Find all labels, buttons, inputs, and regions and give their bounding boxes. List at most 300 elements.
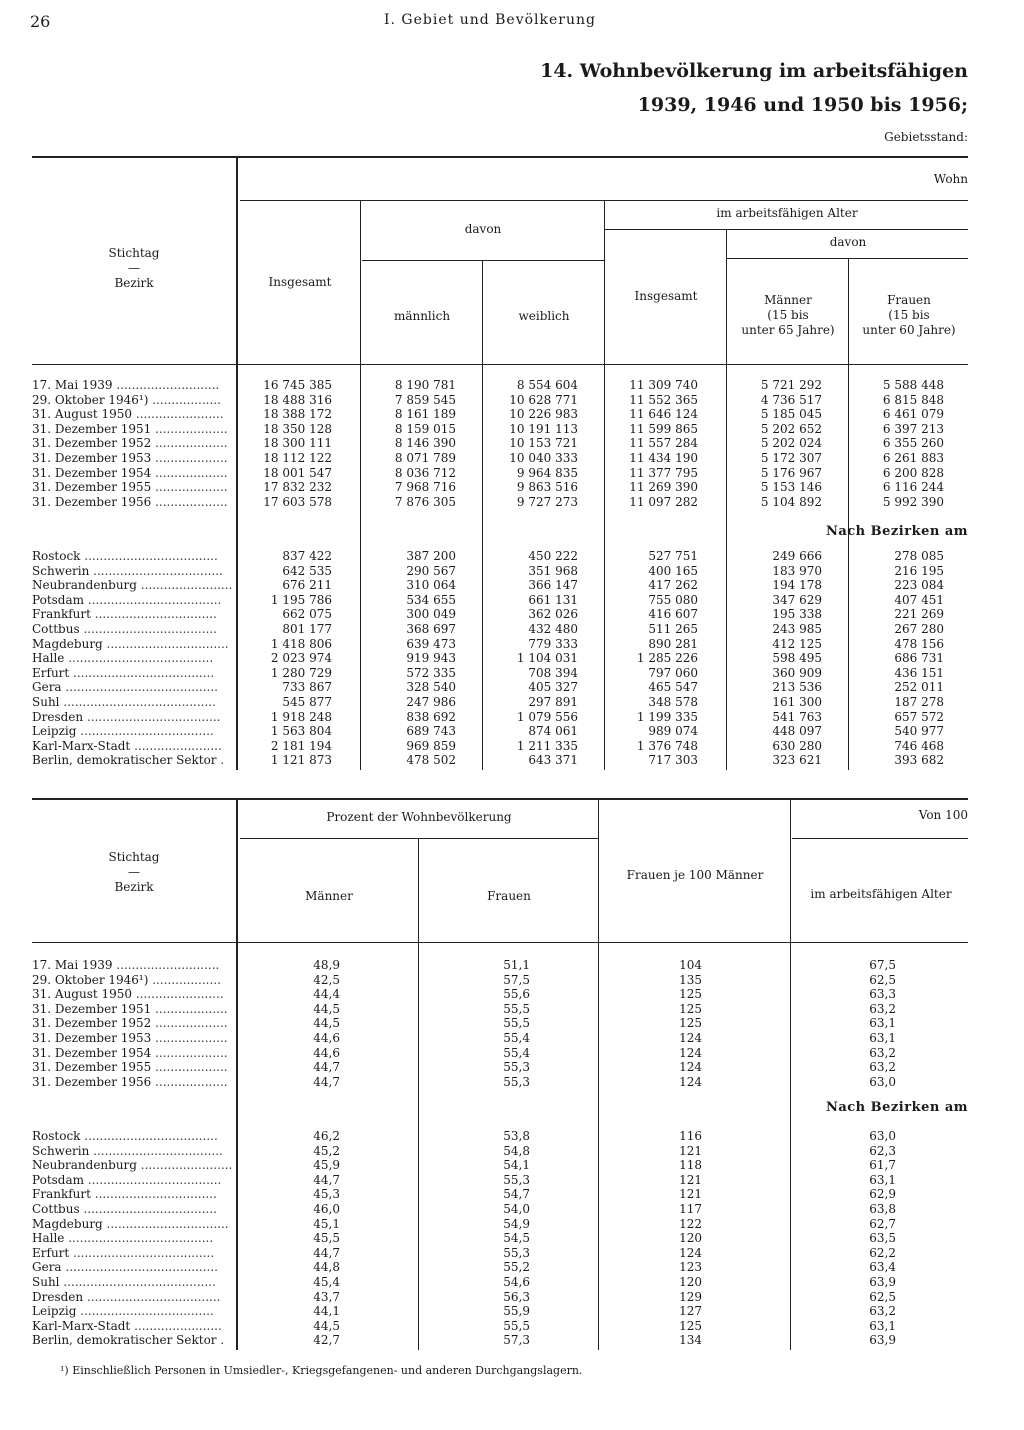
table-cell: 1 121 873 xyxy=(270,753,332,768)
table-cell: 511 265 xyxy=(648,622,698,636)
table-cell: 351 968 xyxy=(528,563,578,578)
table-cell: 6 261 883 xyxy=(882,451,944,465)
table-cell: 6 461 079 xyxy=(882,407,944,422)
table-cell: 48,9 xyxy=(313,958,340,972)
table-cell: 1 376 748 xyxy=(636,738,698,753)
table-cell: 18 388 172 xyxy=(263,407,332,422)
table1-top-rule xyxy=(32,156,968,158)
table-cell: 412 125 xyxy=(772,636,822,651)
row-label: Potsdam ................................... xyxy=(32,1172,222,1187)
row-label: Potsdam ................................... xyxy=(32,592,222,607)
table-cell: 534 655 xyxy=(406,592,456,607)
prozent-header: Prozent der Wohnbevölkerung xyxy=(326,810,512,824)
table1-col-divider xyxy=(604,200,605,770)
gebietsstand-label: Gebietsstand: xyxy=(884,130,968,144)
leader-dots: . xyxy=(216,753,225,768)
table1-col-divider xyxy=(726,229,727,770)
table-cell: 1 285 226 xyxy=(636,651,698,666)
table-cell: 44,8 xyxy=(313,1260,340,1275)
table-cell: 125 xyxy=(679,987,702,1002)
table-cell: 45,3 xyxy=(313,1187,340,1202)
table-cell: 54,9 xyxy=(503,1216,530,1231)
bezirk-header: Bezirk xyxy=(114,276,154,290)
table-cell: 129 xyxy=(679,1289,702,1304)
table-cell: 919 943 xyxy=(406,651,456,666)
leader-dots: ................... xyxy=(151,1060,228,1075)
leader-dots: ................... xyxy=(151,465,228,480)
leader-dots: .................................. xyxy=(89,1143,223,1158)
table-cell: 267 280 xyxy=(894,622,944,636)
leader-dots: ................................... xyxy=(83,1289,221,1304)
table-cell: 6 397 213 xyxy=(882,421,944,436)
table-cell: 643 371 xyxy=(528,753,578,768)
table-cell: 8 159 015 xyxy=(394,421,456,436)
table-cell: 63,2 xyxy=(869,1001,896,1016)
table-cell: 44,5 xyxy=(313,1016,340,1031)
table1-bezirk-labels xyxy=(32,549,232,768)
table-cell: 55,5 xyxy=(503,1001,530,1016)
table-cell: 55,6 xyxy=(503,987,530,1002)
leader-dots: ........................................ xyxy=(59,694,216,709)
table-cell: 55,4 xyxy=(503,1031,530,1045)
table-cell: 676 211 xyxy=(282,578,332,593)
row-label: Cottbus ................................... xyxy=(32,1201,217,1216)
table1-rule-alter xyxy=(604,229,968,230)
leader-dots: ................................ xyxy=(90,1187,217,1202)
row-label: Dresden ................................... xyxy=(32,709,221,724)
leader-dots: ................................ xyxy=(102,636,229,651)
table-cell: 44,7 xyxy=(313,1245,340,1260)
table-cell: 117 xyxy=(679,1202,702,1216)
leader-dots: ................................... xyxy=(79,621,217,636)
table-cell: 5 185 045 xyxy=(760,407,822,422)
row-label: Halle ...................................... xyxy=(32,1231,214,1246)
leader-dots: ....................... xyxy=(130,738,222,753)
table-cell: 45,9 xyxy=(313,1158,340,1173)
table1-rule-davon2 xyxy=(726,258,968,259)
table-cell: 16 745 385 xyxy=(263,378,332,392)
table-cell: 2 023 974 xyxy=(270,651,332,666)
leader-dots: ....................... xyxy=(132,987,224,1002)
table-cell: 6 200 828 xyxy=(882,465,944,480)
table-cell: 5 721 292 xyxy=(760,378,822,392)
table-cell: 51,1 xyxy=(503,958,530,972)
table-cell: 837 422 xyxy=(282,549,332,563)
table-cell: 17 832 232 xyxy=(263,480,332,495)
table-cell: 5 992 390 xyxy=(882,494,944,509)
table-cell: 1 918 248 xyxy=(270,709,332,724)
arbeitsfaehig-header-2: im arbeitsfähigen Alter xyxy=(810,887,952,901)
row-label: 31. Dezember 1953 ................... xyxy=(32,450,228,465)
leader-dots: ................... xyxy=(151,480,228,495)
arbeitsfaehig-header: im arbeitsfähigen Alter xyxy=(716,206,858,220)
table-cell: 57,3 xyxy=(503,1333,530,1348)
table-cell: 61,7 xyxy=(869,1158,896,1173)
table-cell: 124 xyxy=(679,1045,702,1060)
leader-dots: ................................ xyxy=(90,607,217,622)
table-cell: 223 084 xyxy=(894,578,944,593)
table-cell: 44,5 xyxy=(313,1001,340,1016)
maenner-header-2: Männer xyxy=(305,889,353,903)
row-label: Suhl ........................................ xyxy=(32,694,216,709)
table2-date-labels xyxy=(32,958,232,1089)
table-cell: 874 061 xyxy=(528,724,578,739)
table-cell: 44,6 xyxy=(313,1045,340,1060)
table-cell: 62,9 xyxy=(869,1187,896,1202)
table-cell: 213 536 xyxy=(772,680,822,695)
row-label: 29. Oktober 1946¹) .................. xyxy=(32,392,221,407)
table-cell: 54,1 xyxy=(503,1158,530,1173)
table-cell: 121 xyxy=(679,1187,702,1202)
table-cell: 125 xyxy=(679,1318,702,1333)
leader-dots: ........................................ xyxy=(59,1274,216,1289)
leader-dots: ................................... xyxy=(76,724,214,739)
section-label-bezirke: Nach Bezirken am xyxy=(825,524,968,539)
table-cell: 127 xyxy=(679,1304,702,1319)
maennlich-header: männlich xyxy=(393,309,451,323)
table-cell: 300 049 xyxy=(406,607,456,622)
table1-col-divider xyxy=(360,200,361,770)
table-cell: 44,7 xyxy=(313,1074,340,1089)
leader-dots: ....................... xyxy=(132,407,224,422)
table-cell: 125 xyxy=(679,1001,702,1016)
table-cell: 465 547 xyxy=(648,680,698,695)
insgesamt-header-2: Insgesamt xyxy=(634,289,698,303)
table-cell: 572 335 xyxy=(406,665,456,680)
table-cell: 124 xyxy=(679,1031,702,1045)
leader-dots: ................................... xyxy=(79,1201,217,1216)
table-cell: 63,5 xyxy=(869,1231,896,1246)
table-cell: 120 xyxy=(679,1231,702,1246)
table-cell: 63,8 xyxy=(869,1202,896,1216)
table-cell: 55,5 xyxy=(503,1318,530,1333)
leader-dots: ................... xyxy=(151,1045,228,1060)
table2-header-rule xyxy=(32,942,968,943)
table-cell: 134 xyxy=(679,1333,702,1348)
table-cell: 2 181 194 xyxy=(270,738,332,753)
table-cell: 46,2 xyxy=(313,1129,340,1143)
table-cell: 62,5 xyxy=(869,972,896,987)
table2-bezirk-labels xyxy=(32,1129,232,1348)
von-100-header: Von 100 xyxy=(918,808,968,822)
table-cell: 417 262 xyxy=(648,578,698,593)
table-cell: 122 xyxy=(679,1216,702,1231)
table-cell: 290 567 xyxy=(406,563,456,578)
table-cell: 4 736 517 xyxy=(760,392,822,407)
leader-dots: ........................................ xyxy=(61,1260,218,1275)
table-cell: 62,2 xyxy=(869,1245,896,1260)
table-cell: 527 751 xyxy=(648,549,698,563)
table1-col-divider xyxy=(848,258,849,770)
table-cell: 55,5 xyxy=(503,1016,530,1031)
row-label: Rostock ................................... xyxy=(32,549,218,563)
table1-rule-davon xyxy=(362,260,604,261)
table-cell: 183 970 xyxy=(772,563,822,578)
stichtag-header: Stichtag xyxy=(108,246,160,260)
row-label: Frankfurt ................................ xyxy=(32,607,217,622)
table-cell: 124 xyxy=(679,1060,702,1075)
row-label: 31. Dezember 1954 ................... xyxy=(32,1045,228,1060)
table-cell: 123 xyxy=(679,1260,702,1275)
table-cell: 44,7 xyxy=(313,1172,340,1187)
table-cell: 7 968 716 xyxy=(394,480,456,495)
table-cell: 54,0 xyxy=(503,1202,530,1216)
table-cell: 1 280 729 xyxy=(270,665,332,680)
table-cell: 1 563 804 xyxy=(270,724,332,739)
table-cell: 10 628 771 xyxy=(509,392,578,407)
running-head: I. Gebiet und Bevölkerung xyxy=(384,12,596,28)
table-cell: 890 281 xyxy=(648,636,698,651)
leader-dots: . xyxy=(216,1333,225,1348)
table-cell: 221 269 xyxy=(894,607,944,622)
leader-dots: ...................................... xyxy=(64,651,214,666)
table-cell: 1 079 556 xyxy=(516,709,578,724)
leader-dots: ................................... xyxy=(80,1129,218,1143)
row-label: Berlin, demokratischer Sektor . xyxy=(32,753,225,768)
table-cell: 120 xyxy=(679,1275,702,1289)
leader-dots: ................... xyxy=(151,1074,228,1089)
leader-dots: ....................... xyxy=(130,1318,222,1333)
table2-rule-prozent xyxy=(240,838,598,839)
row-label: 31. Dezember 1952 ................... xyxy=(32,436,228,451)
table-cell: 46,0 xyxy=(313,1202,340,1216)
table-cell: 387 200 xyxy=(406,549,456,563)
table-cell: 104 xyxy=(679,958,702,972)
table-cell: 247 986 xyxy=(406,695,456,709)
table-cell: 56,3 xyxy=(503,1289,530,1304)
leader-dots: ................................... xyxy=(84,1172,222,1187)
table-cell: 432 480 xyxy=(528,622,578,636)
table-cell: 55,3 xyxy=(503,1172,530,1187)
table-cell: 661 131 xyxy=(528,592,578,607)
leader-dots: ................................ xyxy=(102,1216,229,1231)
table-cell: 116 xyxy=(679,1129,702,1143)
table1-header-rule xyxy=(32,364,968,365)
table-cell: 11 646 124 xyxy=(629,407,698,422)
table-cell: 55,4 xyxy=(503,1045,530,1060)
table-cell: 278 085 xyxy=(894,549,944,563)
row-label: 17. Mai 1939 ........................... xyxy=(32,378,220,392)
leader-dots: ........................ xyxy=(136,578,232,593)
table-cell: 689 743 xyxy=(406,724,456,739)
row-label: Magdeburg ................................ xyxy=(32,1216,229,1231)
row-label: 17. Mai 1939 ........................... xyxy=(32,958,220,972)
table-cell: 18 112 122 xyxy=(263,451,332,465)
row-label: 31. Dezember 1951 ................... xyxy=(32,421,228,436)
leader-dots: ................................... xyxy=(80,549,218,563)
table-cell: 57,5 xyxy=(503,972,530,987)
footnote: ¹) Einschließlich Personen in Umsiedler-, Kriegsgefangenen- und anderen Durchgangslagern. xyxy=(60,1364,583,1377)
table-cell: 8 554 604 xyxy=(516,378,578,392)
row-label: Gera ........................................ xyxy=(32,680,218,695)
table-cell: 368 697 xyxy=(406,622,456,636)
table2-col-divider xyxy=(418,838,419,1350)
table-cell: 478 502 xyxy=(406,753,456,768)
table-cell: 54,8 xyxy=(503,1143,530,1158)
row-label: 31. Dezember 1956 ................... xyxy=(32,494,228,509)
leader-dots: ................... xyxy=(151,1030,228,1045)
table-cell: 717 303 xyxy=(648,753,698,768)
table1-date-labels xyxy=(32,378,232,509)
table-cell: 405 327 xyxy=(528,680,578,695)
table-title-line-2: 1939, 1946 und 1950 bis 1956; xyxy=(637,94,968,116)
leader-dots: ................... xyxy=(151,494,228,509)
frauen-header: Frauen (15 bis unter 60 Jahre) xyxy=(862,293,956,337)
table-cell: 6 815 848 xyxy=(882,392,944,407)
table2-col-divider xyxy=(598,798,599,1350)
table-cell: 6 355 260 xyxy=(882,436,944,451)
table-cell: 194 178 xyxy=(772,578,822,593)
leader-dots: ................... xyxy=(151,421,228,436)
table-cell: 5 104 892 xyxy=(760,494,822,509)
table-cell: 779 333 xyxy=(528,636,578,651)
row-label: Frankfurt ................................ xyxy=(32,1187,217,1202)
table-cell: 436 151 xyxy=(894,665,944,680)
leader-dots: .................................. xyxy=(89,563,223,578)
table-cell: 44,6 xyxy=(313,1031,340,1045)
row-label: 29. Oktober 1946¹) .................. xyxy=(32,972,221,987)
table-cell: 53,8 xyxy=(503,1129,530,1143)
table-cell: 125 xyxy=(679,1016,702,1031)
table-cell: 5 153 146 xyxy=(760,480,822,495)
table-cell: 195 338 xyxy=(772,607,822,622)
table-cell: 366 147 xyxy=(528,578,578,593)
table-cell: 478 156 xyxy=(894,636,944,651)
leader-dots: ................... xyxy=(151,1001,228,1016)
table-cell: 797 060 xyxy=(648,665,698,680)
table-cell: 11 552 365 xyxy=(629,392,698,407)
table-cell: 18 488 316 xyxy=(263,392,332,407)
leader-dots: ................................... xyxy=(76,1304,214,1319)
table-cell: 662 075 xyxy=(282,607,332,622)
row-label: Magdeburg ................................ xyxy=(32,636,229,651)
leader-dots: ..................................... xyxy=(69,665,215,680)
table-cell: 45,2 xyxy=(313,1143,340,1158)
table1-stub-divider xyxy=(236,156,238,770)
table-cell: 5 202 024 xyxy=(760,436,822,451)
table-cell: 42,5 xyxy=(313,972,340,987)
table-cell: 8 161 189 xyxy=(394,407,456,422)
table-cell: 55,2 xyxy=(503,1260,530,1275)
table1-col-divider xyxy=(482,260,483,770)
table-cell: 838 692 xyxy=(406,709,456,724)
frauen-je-100-header: Frauen je 100 Männer xyxy=(626,868,764,882)
leader-dots: ................................... xyxy=(83,709,221,724)
table2-stub-divider xyxy=(236,798,238,1350)
table-cell: 407 451 xyxy=(894,592,944,607)
table-cell: 8 036 712 xyxy=(394,465,456,480)
table-cell: 450 222 xyxy=(528,549,578,563)
table-cell: 63,0 xyxy=(869,1074,896,1089)
table-cell: 121 xyxy=(679,1143,702,1158)
table-cell: 62,5 xyxy=(869,1289,896,1304)
table-cell: 347 629 xyxy=(772,592,822,607)
table-cell: 10 153 721 xyxy=(509,436,578,451)
wohn-header: Wohn xyxy=(933,172,968,186)
table-cell: 708 394 xyxy=(528,665,578,680)
table-cell: 45,1 xyxy=(313,1216,340,1231)
header-dash-2: — xyxy=(128,865,140,879)
bezirk-header-2: Bezirk xyxy=(114,880,154,894)
table-cell: 545 877 xyxy=(282,695,332,709)
table-cell: 5 176 967 xyxy=(760,465,822,480)
table-cell: 216 195 xyxy=(894,563,944,578)
table-cell: 328 540 xyxy=(406,680,456,695)
stichtag-header-2: Stichtag xyxy=(108,850,160,864)
table-cell: 11 097 282 xyxy=(629,494,698,509)
table-cell: 161 300 xyxy=(772,695,822,709)
table-cell: 686 731 xyxy=(894,651,944,666)
table-cell: 360 909 xyxy=(772,665,822,680)
row-label: Schwerin .................................. xyxy=(32,563,223,578)
row-label: 31. Dezember 1951 ................... xyxy=(32,1001,228,1016)
table-cell: 62,7 xyxy=(869,1216,896,1231)
table-cell: 5 172 307 xyxy=(760,451,822,465)
row-label: Neubrandenburg ........................ xyxy=(32,578,232,593)
table-cell: 9 964 835 xyxy=(516,465,578,480)
table-cell: 1 418 806 xyxy=(270,636,332,651)
table-cell: 7 876 305 xyxy=(394,494,456,509)
table-cell: 252 011 xyxy=(894,680,944,695)
table-cell: 63,1 xyxy=(869,1031,896,1045)
row-label: Suhl ........................................ xyxy=(32,1274,216,1289)
table-cell: 393 682 xyxy=(894,753,944,768)
row-label: Leipzig ................................... xyxy=(32,1304,214,1319)
leader-dots: .................. xyxy=(148,972,221,987)
section-label-bezirke-2: Nach Bezirken am xyxy=(825,1100,968,1115)
table-cell: 63,1 xyxy=(869,1172,896,1187)
table-cell: 124 xyxy=(679,1245,702,1260)
table-cell: 1 104 031 xyxy=(516,651,578,666)
table-cell: 124 xyxy=(679,1074,702,1089)
table-cell: 8 071 789 xyxy=(394,451,456,465)
table-cell: 45,4 xyxy=(313,1275,340,1289)
table-cell: 416 607 xyxy=(648,607,698,622)
row-label: 31. Dezember 1952 ................... xyxy=(32,1016,228,1031)
row-label: Erfurt ..................................... xyxy=(32,665,215,680)
table-cell: 118 xyxy=(679,1158,702,1173)
table-cell: 11 599 865 xyxy=(629,421,698,436)
table-cell: 54,5 xyxy=(503,1231,530,1246)
table-cell: 969 859 xyxy=(406,738,456,753)
table-cell: 63,9 xyxy=(869,1333,896,1348)
table-cell: 11 377 795 xyxy=(629,465,698,480)
leader-dots: ........................... xyxy=(112,958,220,972)
table-cell: 55,3 xyxy=(503,1245,530,1260)
row-label: Halle ...................................... xyxy=(32,651,214,666)
table-cell: 5 202 652 xyxy=(760,421,822,436)
davon-header-2: davon xyxy=(829,235,867,249)
table-cell: 249 666 xyxy=(772,549,822,563)
table-cell: 63,0 xyxy=(869,1129,896,1143)
table2-top-rule xyxy=(32,798,968,800)
table-cell: 9 863 516 xyxy=(516,480,578,495)
table-cell: 541 763 xyxy=(772,709,822,724)
table-cell: 43,7 xyxy=(313,1289,340,1304)
table-cell: 1 195 786 xyxy=(270,592,332,607)
table-cell: 45,5 xyxy=(313,1231,340,1246)
row-label: Cottbus ................................... xyxy=(32,621,217,636)
table-cell: 746 468 xyxy=(894,738,944,753)
table-cell: 1 211 335 xyxy=(516,738,578,753)
table-cell: 55,3 xyxy=(503,1074,530,1089)
table-cell: 18 001 547 xyxy=(263,465,332,480)
table-cell: 5 588 448 xyxy=(882,378,944,392)
table-cell: 55,3 xyxy=(503,1060,530,1075)
table-cell: 18 300 111 xyxy=(263,436,332,451)
table2-rule-von100 xyxy=(792,838,968,839)
table-cell: 63,3 xyxy=(869,987,896,1002)
